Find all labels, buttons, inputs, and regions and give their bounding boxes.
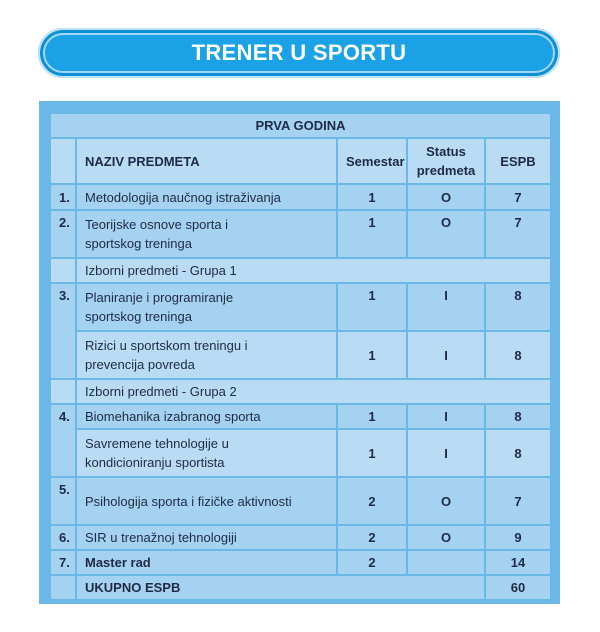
semester-value: 2 [337, 550, 407, 575]
header-subject-name: NAZIV PREDMETA [76, 138, 337, 184]
group-row [50, 379, 551, 404]
status-value: I [407, 331, 485, 379]
curriculum-table-container [39, 101, 560, 604]
header-semester: Semestar [337, 138, 407, 184]
total-label: UKUPNO ESPB [76, 575, 485, 600]
row-number: 1. [50, 184, 76, 210]
row-number: 5. [50, 477, 76, 525]
subject-name-line2: sportskog treninga [85, 236, 192, 251]
table-row [50, 477, 551, 525]
espb-value: 8 [485, 429, 551, 477]
subject-name-line1: Rizici u sportskom treningu i [85, 338, 248, 353]
espb-value: 8 [485, 283, 551, 331]
espb-value: 8 [485, 331, 551, 379]
table-row [50, 331, 551, 379]
espb-value: 9 [485, 525, 551, 550]
semester-value: 1 [337, 210, 407, 258]
espb-value: 14 [485, 550, 551, 575]
subject-name [76, 429, 337, 477]
status-value: O [407, 184, 485, 210]
espb-value: 8 [485, 404, 551, 429]
status-value: O [407, 210, 485, 258]
subject-name [76, 283, 337, 331]
year-header: PRVA GODINA [50, 113, 551, 138]
espb-value: 7 [485, 477, 551, 525]
row-number: 2. [50, 210, 76, 258]
curriculum-table [49, 112, 552, 601]
status-value: O [407, 477, 485, 525]
subject-name-line2: sportskog treninga [85, 309, 192, 324]
table-row [50, 184, 551, 210]
header-espb: ESPB [485, 138, 551, 184]
group-spacer-cell [50, 258, 76, 283]
semester-value: 1 [337, 404, 407, 429]
page-title: TRENER U SPORTU [191, 40, 407, 65]
table-row [50, 429, 551, 477]
title-banner-inner [43, 33, 555, 73]
status-value: I [407, 404, 485, 429]
header-status [407, 138, 485, 184]
subject-name: Psihologija sporta i fizičke aktivnosti [76, 477, 337, 525]
semester-value: 1 [337, 331, 407, 379]
semester-value: 1 [337, 283, 407, 331]
table-row [50, 283, 551, 331]
table-row [50, 550, 551, 575]
row-number: 7. [50, 550, 76, 575]
table-row [50, 525, 551, 550]
espb-value: 7 [485, 184, 551, 210]
total-espb-value: 60 [485, 575, 551, 600]
status-value: O [407, 525, 485, 550]
header-status-line1: Status [426, 144, 466, 159]
table-row [50, 404, 551, 429]
total-row [50, 575, 551, 600]
row-number: 4. [50, 404, 76, 477]
table-row [50, 210, 551, 258]
group-spacer-cell [50, 379, 76, 404]
subject-name-line1: Planiranje i programiranje [85, 290, 234, 305]
row-number: 6. [50, 525, 76, 550]
title-banner [38, 28, 560, 78]
subject-name: Metodologija naučnog istraživanja [76, 184, 337, 210]
total-spacer-cell [50, 575, 76, 600]
group-label: Izborni predmeti - Grupa 2 [76, 379, 551, 404]
status-value: I [407, 283, 485, 331]
status-value [407, 550, 485, 575]
subject-name: Biomehanika izabranog sporta [76, 404, 337, 429]
espb-value: 7 [485, 210, 551, 258]
subject-name-line1: Savremene tehnologije u [85, 436, 229, 451]
semester-value: 1 [337, 184, 407, 210]
semester-value: 2 [337, 477, 407, 525]
semester-value: 2 [337, 525, 407, 550]
header-number-cell [50, 138, 76, 184]
semester-value: 1 [337, 429, 407, 477]
subject-name-line2: prevencija povreda [85, 357, 195, 372]
subject-name-line1: Teorijske osnove sporta i [85, 217, 229, 232]
subject-name: Master rad [76, 550, 337, 575]
subject-name: SIR u trenažnoj tehnologiji [76, 525, 337, 550]
subject-name [76, 331, 337, 379]
status-value: I [407, 429, 485, 477]
group-label: Izborni predmeti - Grupa 1 [76, 258, 551, 283]
subject-name [76, 210, 337, 258]
group-row [50, 258, 551, 283]
header-status-line2: predmeta [416, 163, 476, 178]
subject-name-line2: kondicioniranju sportista [85, 455, 225, 470]
row-number: 3. [50, 283, 76, 379]
